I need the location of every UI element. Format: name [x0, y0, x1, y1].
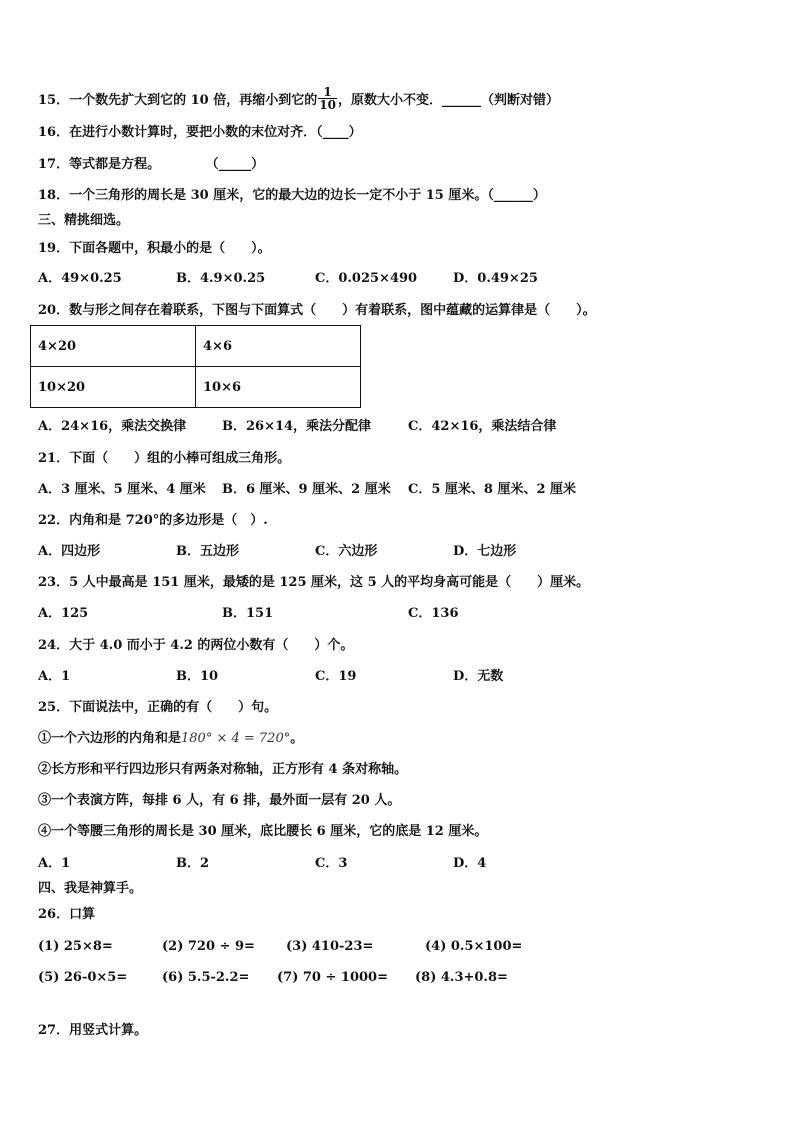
q25-s1-formula: 180° × 4 = 720°: [181, 731, 291, 746]
question-25-stem: 25．下面说法中，正确的有（ ）句。: [38, 700, 278, 715]
mental-math-item-3: (3) 410-23=: [286, 939, 374, 954]
q24-option-d: D．无数: [453, 669, 504, 684]
q15-text-a: 15．一个数先扩大到它的 10 倍，再缩小到它的: [38, 93, 318, 108]
mental-math-item-5: (5) 26-0×5=: [38, 970, 128, 985]
q22-option-c: C．六边形: [315, 544, 378, 559]
table-row: [31, 326, 361, 367]
mental-math-item-4: (4) 0.5×100=: [425, 939, 523, 954]
question-20-stem: 20．数与形之间存在着联系，下图与下面算式（ ）有着联系，图中蕴藏的运算律是（ ）。: [38, 303, 596, 318]
area-model-table: [30, 325, 361, 408]
q19-option-b: B．4.9×0.25: [176, 271, 266, 286]
table-cell: 10×6: [196, 367, 361, 408]
q24-option-b: B．10: [176, 669, 219, 684]
question-17: [38, 156, 264, 174]
q25-option-b: B．2: [176, 856, 210, 871]
q25-option-a: A．1: [38, 856, 71, 871]
q20-option-a: A．24×16，乘法交换律: [38, 419, 187, 434]
mental-math-item-8: (8) 4.3+0.8=: [415, 970, 508, 985]
question-27: 27．用竖式计算。: [38, 1023, 148, 1038]
q25-statement-3: ③一个表演方阵，每排 6 人，有 6 排，最外面一层有 20 人。: [38, 793, 401, 808]
section-4-heading: 四、我是神算手。: [38, 881, 143, 896]
q22-option-d: D．七边形: [453, 544, 517, 559]
q24-option-c: C．19: [315, 669, 357, 684]
q15-text-b: ，原数大小不变．: [337, 93, 442, 108]
q19-option-d: D．0.49×25: [453, 271, 538, 286]
q17-text: 17．等式都是方程。: [38, 157, 161, 172]
q25-s1-end: 。: [290, 731, 304, 746]
q19-option-a: A．49×0.25: [38, 271, 122, 286]
q23-option-c: C．136: [408, 606, 459, 621]
table-row: [31, 367, 361, 408]
q23-option-a: A．125: [38, 606, 89, 621]
q25-statement-2: ②长方形和平行四边形只有两条对称轴，正方形有 4 条对称轴。: [38, 762, 408, 777]
table-cell: 10×20: [31, 367, 196, 408]
section-3-heading: 三、精挑细选。: [38, 213, 130, 228]
mental-math-item-2: (2) 720 ÷ 9=: [162, 939, 255, 954]
q25-s1-text: ①一个六边形的内角和是: [38, 731, 182, 746]
q24-option-a: A．1: [38, 669, 71, 684]
q21-option-b: B．6 厘米、9 厘米、2 厘米: [222, 482, 391, 497]
question-22-stem: 22．内角和是 720°的多边形是（ ）.: [38, 513, 268, 528]
q21-option-a: A．3 厘米、5 厘米、4 厘米: [38, 482, 206, 497]
mental-math-item-6: (6) 5.5-2.2=: [162, 970, 250, 985]
q25-statement-1: [38, 730, 303, 748]
q23-option-b: B．151: [222, 606, 274, 621]
q15-answer-blank: ______（判断对错）: [441, 93, 559, 108]
q25-option-c: C．3: [315, 856, 348, 871]
question-16: 16．在进行小数计算时，要把小数的末位对齐．（____）: [38, 125, 362, 140]
question-21-stem: 21．下面（ ）组的小棒可组成三角形。: [38, 451, 291, 466]
question-19-stem: 19．下面各题中，积最小的是（ ）。: [38, 241, 271, 256]
question-15: [38, 85, 559, 113]
q21-option-c: C．5 厘米、8 厘米、2 厘米: [408, 482, 577, 497]
table-cell: 4×20: [31, 326, 196, 367]
mental-math-item-1: (1) 25×8=: [38, 939, 113, 954]
table-cell: 4×6: [196, 326, 361, 367]
q17-answer-blank: （_____）: [212, 157, 265, 172]
q20-option-b: B．26×14，乘法分配律: [222, 419, 372, 434]
q25-statement-4: ④一个等腰三角形的周长是 30 厘米，底比腰长 6 厘米，它的底是 12 厘米。: [38, 824, 488, 839]
q19-option-c: C．0.025×490: [315, 271, 418, 286]
question-26-stem: 26．口算: [38, 907, 96, 922]
q25-option-d: D．4: [453, 856, 487, 871]
q22-option-a: A．四边形: [38, 544, 101, 559]
question-23-stem: 23．5 人中最高是 151 厘米，最矮的是 125 厘米，这 5 人的平均身高可能是（ ）厘米。: [38, 575, 590, 590]
question-18: 18．一个三角形的周长是 30 厘米，它的最大边的边长一定不小于 15 厘米。（______）: [38, 188, 546, 203]
fraction-one-tenth: $\frac{1}{10}$: [319, 85, 336, 112]
q22-option-b: B．五边形: [176, 544, 239, 559]
question-24-stem: 24．大于 4.0 而小于 4.2 的两位小数有（ ）个。: [38, 638, 354, 653]
mental-math-item-7: (7) 70 ÷ 1000=: [277, 970, 388, 985]
q20-option-c: C．42×16，乘法结合律: [408, 419, 557, 434]
